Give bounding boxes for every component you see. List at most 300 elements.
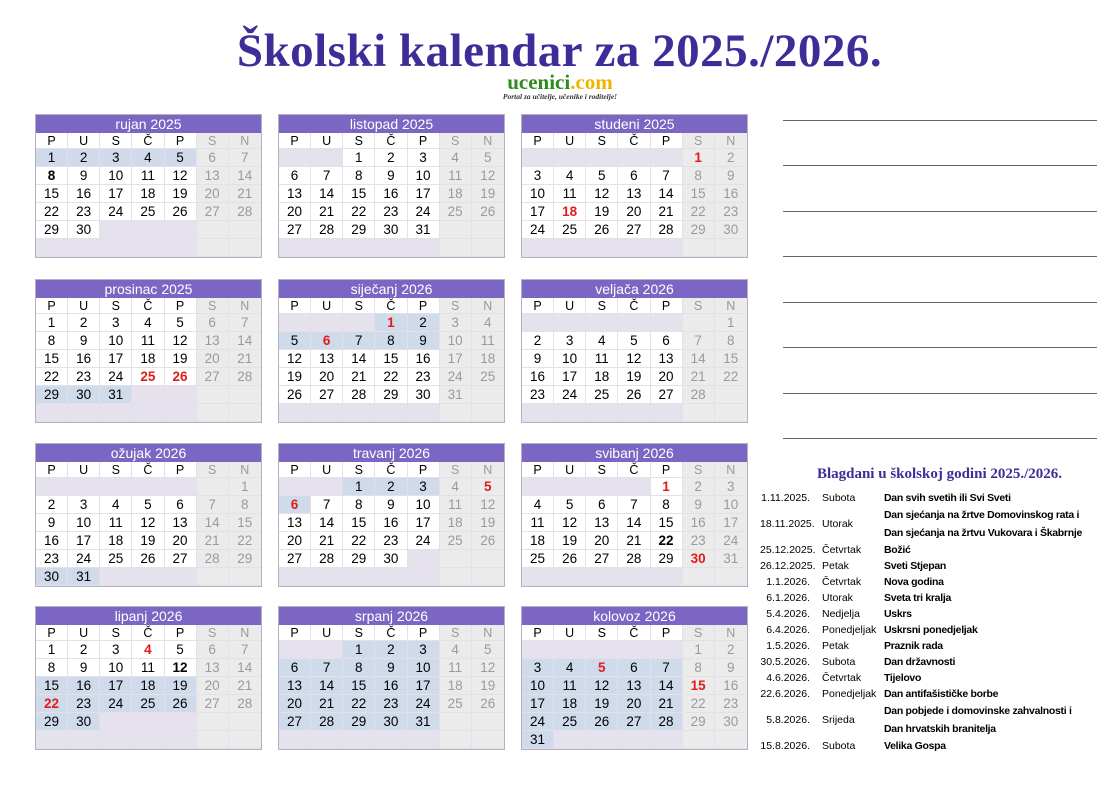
- month-header: listopad 2025: [279, 115, 504, 133]
- day-cell: 17: [68, 532, 100, 550]
- holiday-name: [884, 670, 1115, 686]
- day-cell: 19: [165, 677, 197, 695]
- empty-cell: [229, 239, 261, 257]
- day-cell: 8: [715, 332, 747, 350]
- day-cell: 11: [440, 659, 472, 677]
- weekday-label: Č: [618, 133, 650, 149]
- day-cell: 2: [683, 478, 715, 496]
- day-cell: 1: [36, 149, 68, 167]
- day-cell: 11: [554, 677, 586, 695]
- empty-cell: [197, 568, 229, 586]
- day-cell: 19: [618, 368, 650, 386]
- day-cell: 30: [36, 568, 68, 586]
- day-cell: 7: [311, 167, 343, 185]
- holiday-name-line: Dan pobjede i domovinske zahvalnosti i: [884, 705, 1072, 717]
- day-cell: 22: [343, 203, 375, 221]
- day-cell: 13: [651, 350, 683, 368]
- empty-cell: [408, 568, 440, 586]
- weekday-label: P: [279, 462, 311, 478]
- day-cell: 17: [715, 514, 747, 532]
- day-cell: 10: [100, 659, 132, 677]
- empty-cell: [36, 731, 68, 749]
- weekday-label: Č: [618, 298, 650, 314]
- week-row: [279, 386, 504, 404]
- day-cell: 15: [683, 185, 715, 203]
- week-row: [522, 332, 747, 350]
- week-row: [522, 386, 747, 404]
- empty-cell: [618, 314, 650, 332]
- month-calendar: [521, 606, 748, 750]
- day-cell: 28: [311, 550, 343, 568]
- week-row: [522, 167, 747, 185]
- week-row: [279, 532, 504, 550]
- holiday-date: 30.5.2026.: [760, 656, 810, 668]
- day-cell: 4: [440, 149, 472, 167]
- day-cell: 2: [68, 641, 100, 659]
- day-cell: 6: [197, 641, 229, 659]
- day-cell: 26: [279, 386, 311, 404]
- day-cell: 12: [279, 350, 311, 368]
- empty-cell: [715, 386, 747, 404]
- day-cell: 15: [36, 350, 68, 368]
- week-row: [279, 221, 504, 239]
- day-cell: 28: [343, 386, 375, 404]
- weekday-label: U: [68, 625, 100, 641]
- weekday-label: P: [165, 625, 197, 641]
- day-cell: 21: [229, 350, 261, 368]
- empty-cell: [311, 478, 343, 496]
- week-row: [279, 496, 504, 514]
- holiday-weekday: Četvrtak: [822, 576, 862, 588]
- empty-cell: [554, 314, 586, 332]
- month-header: kolovoz 2026: [522, 607, 747, 625]
- holiday-row: [760, 490, 1115, 506]
- holiday-name: [884, 738, 1115, 754]
- holiday-name: [884, 574, 1115, 590]
- weekday-label: S: [683, 625, 715, 641]
- day-cell: 18: [472, 350, 504, 368]
- holiday-name-line: Sveta tri kralja: [884, 592, 951, 604]
- day-cell: 8: [229, 496, 261, 514]
- week-row: [279, 568, 504, 586]
- month-header: studeni 2025: [522, 115, 747, 133]
- day-cell: 15: [229, 514, 261, 532]
- weekday-label: P: [36, 298, 68, 314]
- month-header: srpanj 2026: [279, 607, 504, 625]
- weekday-label: P: [36, 625, 68, 641]
- day-cell: 14: [311, 677, 343, 695]
- day-cell: 13: [197, 332, 229, 350]
- holiday-name-line: Dan sjećanja na žrtvu Vukovara i Škabrnje: [884, 527, 1082, 539]
- day-cell: 23: [375, 695, 407, 713]
- day-cell: 19: [132, 532, 164, 550]
- week-row: [522, 713, 747, 731]
- day-cell: 27: [618, 713, 650, 731]
- empty-cell: [68, 478, 100, 496]
- day-cell: 2: [375, 478, 407, 496]
- holiday-name-line: Sveti Stjepan: [884, 560, 947, 572]
- week-row: [36, 239, 261, 257]
- day-cell: 31: [715, 550, 747, 568]
- weekday-label: Č: [618, 625, 650, 641]
- day-cell: 1: [651, 478, 683, 496]
- holiday-date: 6.4.2026.: [766, 624, 810, 636]
- empty-cell: [440, 568, 472, 586]
- empty-cell: [279, 731, 311, 749]
- day-cell: 30: [68, 386, 100, 404]
- weekday-row: [279, 133, 504, 149]
- empty-cell: [651, 568, 683, 586]
- day-cell: 18: [132, 350, 164, 368]
- day-cell: 22: [343, 532, 375, 550]
- empty-cell: [343, 404, 375, 422]
- week-row: [279, 350, 504, 368]
- weekday-label: U: [68, 298, 100, 314]
- day-cell: 7: [683, 332, 715, 350]
- day-cell: 23: [68, 203, 100, 221]
- week-row: [522, 203, 747, 221]
- week-row: [279, 149, 504, 167]
- empty-cell: [522, 239, 554, 257]
- weekday-label: N: [229, 133, 261, 149]
- weekday-label: Č: [132, 133, 164, 149]
- day-cell: 7: [229, 314, 261, 332]
- weekday-label: S: [683, 133, 715, 149]
- holiday-weekday: Srijeda: [822, 714, 855, 726]
- empty-cell: [586, 478, 618, 496]
- empty-cell: [440, 239, 472, 257]
- holiday-weekday: Utorak: [822, 518, 853, 530]
- day-cell: 26: [472, 532, 504, 550]
- holiday-row: [760, 574, 1115, 590]
- empty-cell: [343, 731, 375, 749]
- day-cell: 24: [715, 532, 747, 550]
- empty-cell: [554, 641, 586, 659]
- holiday-name: [884, 490, 1115, 506]
- holiday-name: [884, 702, 1115, 738]
- day-cell: 26: [132, 550, 164, 568]
- day-cell: 3: [408, 641, 440, 659]
- empty-cell: [229, 713, 261, 731]
- weekday-label: Č: [618, 462, 650, 478]
- day-cell: 12: [165, 659, 197, 677]
- day-cell: 13: [311, 350, 343, 368]
- empty-cell: [100, 404, 132, 422]
- day-cell: 14: [651, 185, 683, 203]
- day-cell: 21: [651, 695, 683, 713]
- empty-cell: [683, 314, 715, 332]
- day-cell: 20: [197, 185, 229, 203]
- empty-cell: [408, 550, 440, 568]
- empty-cell: [279, 239, 311, 257]
- empty-cell: [651, 641, 683, 659]
- week-row: [36, 532, 261, 550]
- weekday-label: S: [197, 625, 229, 641]
- week-row: [36, 332, 261, 350]
- day-cell: 15: [651, 514, 683, 532]
- day-cell: 25: [440, 532, 472, 550]
- empty-cell: [586, 568, 618, 586]
- day-cell: 19: [165, 350, 197, 368]
- week-row: [279, 713, 504, 731]
- month-header: lipanj 2026: [36, 607, 261, 625]
- day-cell: 1: [683, 149, 715, 167]
- day-cell: 27: [311, 386, 343, 404]
- day-cell: 8: [651, 496, 683, 514]
- weekday-label: P: [165, 133, 197, 149]
- weekday-label: P: [408, 625, 440, 641]
- week-row: [36, 659, 261, 677]
- empty-cell: [618, 149, 650, 167]
- month-header: rujan 2025: [36, 115, 261, 133]
- empty-cell: [132, 386, 164, 404]
- weekday-label: S: [100, 462, 132, 478]
- empty-cell: [279, 641, 311, 659]
- day-cell: 11: [440, 167, 472, 185]
- holiday-weekday: Utorak: [822, 592, 853, 604]
- week-row: [522, 185, 747, 203]
- weekday-label: P: [651, 625, 683, 641]
- day-cell: 29: [229, 550, 261, 568]
- day-cell: 18: [440, 677, 472, 695]
- holiday-name-line: Božić: [884, 544, 911, 556]
- day-cell: 4: [440, 478, 472, 496]
- weekday-row: [279, 298, 504, 314]
- holiday-name-line: Dan državnosti: [884, 656, 956, 668]
- day-cell: 16: [408, 350, 440, 368]
- empty-cell: [311, 641, 343, 659]
- day-cell: 17: [408, 185, 440, 203]
- empty-cell: [472, 713, 504, 731]
- holiday-date: 5.8.2026.: [766, 714, 810, 726]
- holiday-row: [760, 622, 1115, 638]
- day-cell: 17: [408, 677, 440, 695]
- day-cell: 6: [165, 496, 197, 514]
- day-cell: 15: [375, 350, 407, 368]
- day-cell: 10: [440, 332, 472, 350]
- empty-cell: [586, 314, 618, 332]
- holiday-weekday: Ponedjeljak: [822, 624, 877, 636]
- empty-cell: [683, 731, 715, 749]
- day-cell: 16: [375, 185, 407, 203]
- day-cell: 28: [229, 203, 261, 221]
- day-cell: 21: [197, 532, 229, 550]
- holiday-weekday: Nedjelja: [822, 608, 860, 620]
- holiday-row: [760, 638, 1115, 654]
- day-cell: 17: [522, 695, 554, 713]
- day-cell: 5: [165, 149, 197, 167]
- holiday-name: [884, 506, 1115, 542]
- holiday-row: [760, 738, 1115, 754]
- weekday-label: U: [554, 462, 586, 478]
- month-calendar: [35, 606, 262, 750]
- day-cell: 3: [440, 314, 472, 332]
- day-cell: 27: [618, 221, 650, 239]
- day-cell: 28: [311, 221, 343, 239]
- day-cell: 18: [132, 185, 164, 203]
- day-cell: 22: [375, 368, 407, 386]
- day-cell: 22: [229, 532, 261, 550]
- day-cell: 6: [618, 167, 650, 185]
- empty-cell: [554, 478, 586, 496]
- weekday-label: P: [408, 462, 440, 478]
- weekday-label: S: [440, 462, 472, 478]
- day-cell: 15: [36, 185, 68, 203]
- empty-cell: [132, 568, 164, 586]
- day-cell: 3: [408, 478, 440, 496]
- day-cell: 1: [229, 478, 261, 496]
- day-cell: 9: [715, 659, 747, 677]
- day-cell: 22: [715, 368, 747, 386]
- day-cell: 20: [165, 532, 197, 550]
- empty-cell: [554, 731, 586, 749]
- month-calendar: [521, 114, 748, 258]
- empty-cell: [715, 239, 747, 257]
- weekday-row: [279, 462, 504, 478]
- empty-cell: [375, 239, 407, 257]
- week-row: [522, 731, 747, 749]
- day-cell: 2: [375, 641, 407, 659]
- empty-cell: [229, 221, 261, 239]
- day-cell: 4: [472, 314, 504, 332]
- day-cell: 27: [586, 550, 618, 568]
- day-cell: 10: [554, 350, 586, 368]
- month-header: siječanj 2026: [279, 280, 504, 298]
- day-cell: 14: [197, 514, 229, 532]
- empty-cell: [343, 314, 375, 332]
- day-cell: 4: [554, 659, 586, 677]
- month-calendar: [35, 114, 262, 258]
- day-cell: 8: [343, 167, 375, 185]
- weekday-label: P: [651, 298, 683, 314]
- day-cell: 28: [651, 713, 683, 731]
- day-cell: 12: [618, 350, 650, 368]
- empty-cell: [472, 221, 504, 239]
- day-cell: 29: [343, 550, 375, 568]
- day-cell: 16: [375, 677, 407, 695]
- day-cell: 12: [132, 514, 164, 532]
- empty-cell: [229, 568, 261, 586]
- day-cell: 9: [68, 332, 100, 350]
- day-cell: 22: [343, 695, 375, 713]
- empty-cell: [472, 239, 504, 257]
- weekday-row: [279, 625, 504, 641]
- day-cell: 19: [586, 203, 618, 221]
- day-cell: 9: [68, 167, 100, 185]
- empty-cell: [165, 478, 197, 496]
- day-cell: 5: [279, 332, 311, 350]
- week-row: [522, 350, 747, 368]
- holiday-name: [884, 654, 1115, 670]
- day-cell: 9: [375, 496, 407, 514]
- weekday-row: [36, 133, 261, 149]
- empty-cell: [68, 731, 100, 749]
- empty-cell: [132, 713, 164, 731]
- holiday-name-line: Dan sjećanja na žrtve Domovinskog rata i: [884, 509, 1080, 521]
- day-cell: 7: [229, 149, 261, 167]
- empty-cell: [586, 641, 618, 659]
- week-row: [279, 167, 504, 185]
- day-cell: 24: [522, 221, 554, 239]
- empty-cell: [408, 239, 440, 257]
- holiday-name-line: Praznik rada: [884, 640, 943, 652]
- empty-cell: [651, 731, 683, 749]
- week-row: [522, 659, 747, 677]
- weekday-label: N: [472, 625, 504, 641]
- empty-cell: [440, 221, 472, 239]
- weekday-label: S: [197, 298, 229, 314]
- holiday-weekday: Ponedjeljak: [822, 688, 877, 700]
- day-cell: 27: [197, 695, 229, 713]
- day-cell: 15: [715, 350, 747, 368]
- holiday-name-line: Dan antifašističke borbe: [884, 688, 999, 700]
- holiday-weekday: Subota: [822, 492, 856, 504]
- day-cell: 28: [651, 221, 683, 239]
- weekday-label: P: [36, 462, 68, 478]
- day-cell: 30: [683, 550, 715, 568]
- weekday-label: P: [408, 298, 440, 314]
- month-header: svibanj 2026: [522, 444, 747, 462]
- empty-cell: [586, 239, 618, 257]
- holiday-name: [884, 542, 1115, 558]
- week-row: [36, 404, 261, 422]
- holiday-row: [760, 654, 1115, 670]
- day-cell: 9: [683, 496, 715, 514]
- day-cell: 4: [554, 167, 586, 185]
- week-row: [522, 221, 747, 239]
- day-cell: 3: [100, 641, 132, 659]
- weekday-label: S: [440, 133, 472, 149]
- week-row: [36, 695, 261, 713]
- week-row: [36, 496, 261, 514]
- week-row: [279, 695, 504, 713]
- week-row: [279, 203, 504, 221]
- week-row: [36, 550, 261, 568]
- day-cell: 2: [68, 149, 100, 167]
- day-cell: 24: [100, 368, 132, 386]
- week-row: [36, 386, 261, 404]
- holidays-list: [760, 490, 1115, 754]
- day-cell: 26: [472, 695, 504, 713]
- empty-cell: [618, 641, 650, 659]
- day-cell: 2: [408, 314, 440, 332]
- empty-cell: [618, 239, 650, 257]
- day-cell: 1: [343, 149, 375, 167]
- weekday-label: N: [472, 462, 504, 478]
- day-cell: 20: [197, 677, 229, 695]
- empty-cell: [229, 731, 261, 749]
- empty-cell: [197, 221, 229, 239]
- day-cell: 16: [68, 185, 100, 203]
- day-cell: 31: [522, 731, 554, 749]
- holiday-date: 6.1.2026.: [766, 592, 810, 604]
- day-cell: 4: [586, 332, 618, 350]
- weekday-label: U: [554, 298, 586, 314]
- empty-cell: [522, 478, 554, 496]
- day-cell: 29: [683, 713, 715, 731]
- empty-cell: [197, 404, 229, 422]
- week-row: [522, 677, 747, 695]
- day-cell: 1: [375, 314, 407, 332]
- holiday-weekday: Petak: [822, 560, 849, 572]
- month-calendar: [278, 443, 505, 587]
- empty-cell: [100, 239, 132, 257]
- day-cell: 22: [683, 203, 715, 221]
- week-row: [36, 677, 261, 695]
- empty-cell: [279, 314, 311, 332]
- day-cell: 28: [229, 695, 261, 713]
- day-cell: 31: [408, 221, 440, 239]
